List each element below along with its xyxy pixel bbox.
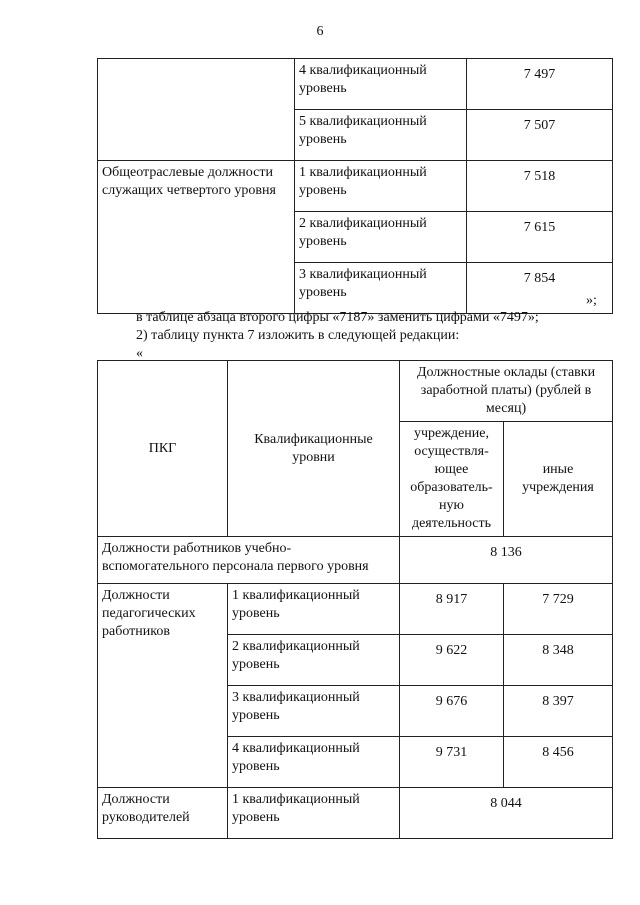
table-row xyxy=(98,584,613,635)
table-row xyxy=(98,537,613,584)
group-cell-empty xyxy=(98,59,295,161)
closing-quote: »; xyxy=(586,293,597,308)
value-cell: 7 615 xyxy=(467,212,613,263)
level-cell: 4 квалификационный уровень xyxy=(295,59,467,110)
salary-table xyxy=(97,360,613,839)
group-cell: Общеотраслевые должности служащих четвертого уровня xyxy=(98,161,295,314)
amendment-paragraph: в таблице абзаца второго цифры «7187» заменить цифрами «7497»; xyxy=(136,310,539,325)
support-staff-value: 8 136 xyxy=(400,537,613,584)
header-pkg: ПКГ xyxy=(98,361,228,537)
edu-value: 9 731 xyxy=(400,737,504,788)
other-value: 8 397 xyxy=(504,686,613,737)
page-number: 6 xyxy=(316,24,324,39)
value-cell: 7 854 xyxy=(467,263,613,314)
salary-table-continued xyxy=(97,58,613,314)
level-cell: 1 квалификационный уровень xyxy=(295,161,467,212)
table-row xyxy=(98,161,613,212)
edu-value: 9 622 xyxy=(400,635,504,686)
value-cell: 7 518 xyxy=(467,161,613,212)
level-cell: 4 квалификационный уровень xyxy=(228,737,400,788)
amendment-paragraph: 2) таблицу пункта 7 изложить в следующей редакции: xyxy=(136,328,460,343)
header-row xyxy=(98,361,613,422)
value-cell: 7 507 xyxy=(467,110,613,161)
opening-quote: « xyxy=(136,346,143,361)
other-value: 8 348 xyxy=(504,635,613,686)
level-cell: 5 квалификационный уровень xyxy=(295,110,467,161)
support-staff-label: Должности работников учебно-вспомогательного персонала первого уровня xyxy=(98,537,400,584)
level-cell: 1 квалификационный уровень xyxy=(228,584,400,635)
value-cell: 7 497 xyxy=(467,59,613,110)
level-cell: 2 квалификационный уровень xyxy=(228,635,400,686)
other-value: 8 456 xyxy=(504,737,613,788)
header-other: иные учреждения xyxy=(504,422,613,537)
table-row xyxy=(98,59,613,110)
managers-value: 8 044 xyxy=(400,788,613,839)
header-levels: Квалификационные уровни xyxy=(228,361,400,537)
header-salaries: Должностные оклады (ставки заработной платы) (рублей в месяц) xyxy=(400,361,613,422)
table-row xyxy=(98,788,613,839)
other-value: 7 729 xyxy=(504,584,613,635)
edu-value: 8 917 xyxy=(400,584,504,635)
level-cell: 3 квалификационный уровень xyxy=(295,263,467,314)
edu-value: 9 676 xyxy=(400,686,504,737)
level-cell: 3 квалификационный уровень xyxy=(228,686,400,737)
pedagogical-label: Должности педагогических работников xyxy=(98,584,228,788)
level-cell: 2 квалификационный уровень xyxy=(295,212,467,263)
managers-label: Должности руководителей xyxy=(98,788,228,839)
level-cell: 1 квалификационный уровень xyxy=(228,788,400,839)
header-edu: учреждение, осуществля-ющее образователь-ную деятельность xyxy=(400,422,504,537)
